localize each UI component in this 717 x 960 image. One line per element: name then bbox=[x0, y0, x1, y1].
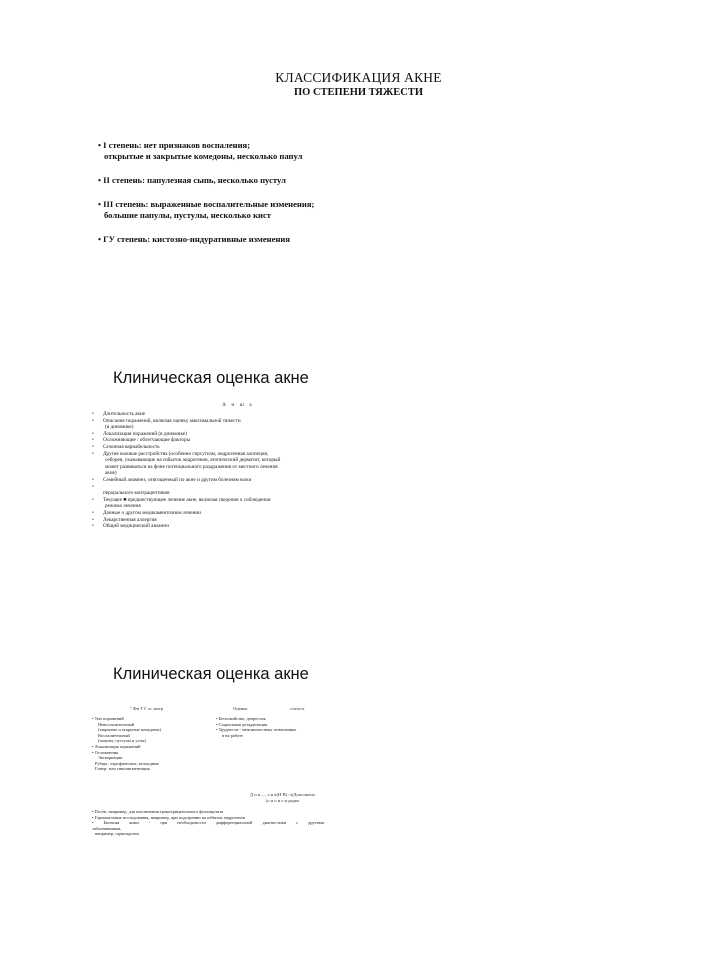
list-item: • Локализация поражений bbox=[92, 743, 141, 749]
list-item: Гипер- или гипопигментация bbox=[95, 766, 150, 772]
list-item: Воспалительный bbox=[98, 732, 130, 738]
severity-list bbox=[98, 140, 314, 258]
list-item: • Данные о другом медикаментозном лечении bbox=[92, 509, 201, 516]
list-item: • Длительность акне bbox=[92, 411, 146, 417]
list-item: Невоспалительный bbox=[98, 721, 135, 727]
list-item: в на работе bbox=[222, 732, 243, 738]
list-item: • Посев, например, для исключения грамотрицательного фолликулита bbox=[92, 809, 224, 814]
list-item: • Текущее ■ предшествующее лечение акне, включая сведения о соблюдении режима лечения bbox=[92, 496, 271, 510]
list-item: • III степень: выраженные воспалительные изменения; большие папулы, пустулы, несколько кист bbox=[98, 199, 315, 220]
column-title-status: статуса bbox=[290, 706, 305, 711]
slide-classification bbox=[0, 0, 717, 320]
slide-clinical-assessment-history bbox=[0, 320, 717, 640]
list-item: (папулы, пустулы и узлы) bbox=[98, 738, 146, 744]
history-list bbox=[92, 411, 332, 530]
list-item: перорального контрацептивов bbox=[103, 490, 170, 497]
list-item: • Семейный анамнез, отягощенный по акне и другим болезням кожи bbox=[92, 476, 252, 483]
list-item: Рубцы : атрофические, келоидные bbox=[95, 760, 159, 766]
list-item: • bbox=[92, 483, 94, 490]
list-item: • Общий медицинский анамнез bbox=[92, 523, 170, 530]
list-item: • Тип поражений bbox=[92, 716, 124, 721]
list-item: • Биопсия кожи - при необходимости дифференциальной диагностики с другими bbox=[92, 820, 324, 826]
exam-list bbox=[92, 716, 202, 772]
slide-caption: А н ш а bbox=[222, 402, 254, 408]
list-item: заболеваниями, bbox=[92, 825, 122, 831]
list-item: • Осложняющие / облегчающие факторы bbox=[92, 437, 191, 444]
column-title-assessment: Оценка bbox=[233, 706, 248, 711]
list-item: • Описание поражений, включая оценку максимальной тяжести (в динамике) bbox=[92, 417, 241, 431]
list-item: • Осложнения bbox=[92, 749, 119, 755]
section-caption: Д и н — л н к(Н В) :л(Дополнено bbox=[249, 792, 316, 797]
slide-title: КЛАССИФИКАЦИЯ АКНЕ bbox=[275, 70, 442, 85]
list-item: • Социальная дезадаптация bbox=[216, 721, 268, 727]
slide-heading: Клиническая оценка акне bbox=[113, 369, 309, 387]
list-item: • Беспокойство, депрессия bbox=[216, 716, 266, 721]
column-title-exam: ° Фи Т Г ос мотр bbox=[130, 706, 164, 711]
slide-heading: Клиническая оценка акне bbox=[113, 665, 309, 683]
list-item: • Локализация поражений (в динамике) bbox=[92, 430, 187, 437]
psychosocial-list bbox=[216, 716, 326, 738]
list-item: • Лекарственная аллергия bbox=[92, 516, 157, 523]
list-item: например, саркоидозом bbox=[95, 831, 139, 837]
list-item: Экскориации bbox=[98, 755, 123, 761]
list-item: (закрытые и открытые комедоны) bbox=[98, 727, 161, 733]
list-item: • Другие кожные расстройства (особенно гирсутизм, андрогенная алопеция, себорея, указывающие на избыток андрогенов, атопический дерматит, который может развиваться на фоне потенциального раздражения от местного лечения акне) bbox=[92, 450, 281, 477]
list-item: • II степень: папулезная сыпь, несколько пустул bbox=[98, 175, 286, 185]
list-item: • Сезонная вариабельность bbox=[92, 443, 160, 450]
list-item: • I степень: нет признаков воспаления; открытые и закрытые комедоны, несколько папул bbox=[98, 140, 303, 161]
section-caption-sub: (о н о н о н радко bbox=[265, 798, 300, 803]
list-item: • Гормональные исследования, например, при подозрении на избыток андрогенов bbox=[92, 814, 245, 820]
list-item: • ГУ степень: кистозно-индуративные изменения bbox=[98, 234, 290, 244]
slide-clinical-assessment-exam bbox=[0, 640, 717, 960]
list-item: • Трудности - межличностных отношениях bbox=[216, 727, 297, 733]
slide-subtitle: ПО СТЕПЕНИ ТЯЖЕСТИ bbox=[293, 87, 423, 98]
investigations-list bbox=[92, 809, 324, 837]
